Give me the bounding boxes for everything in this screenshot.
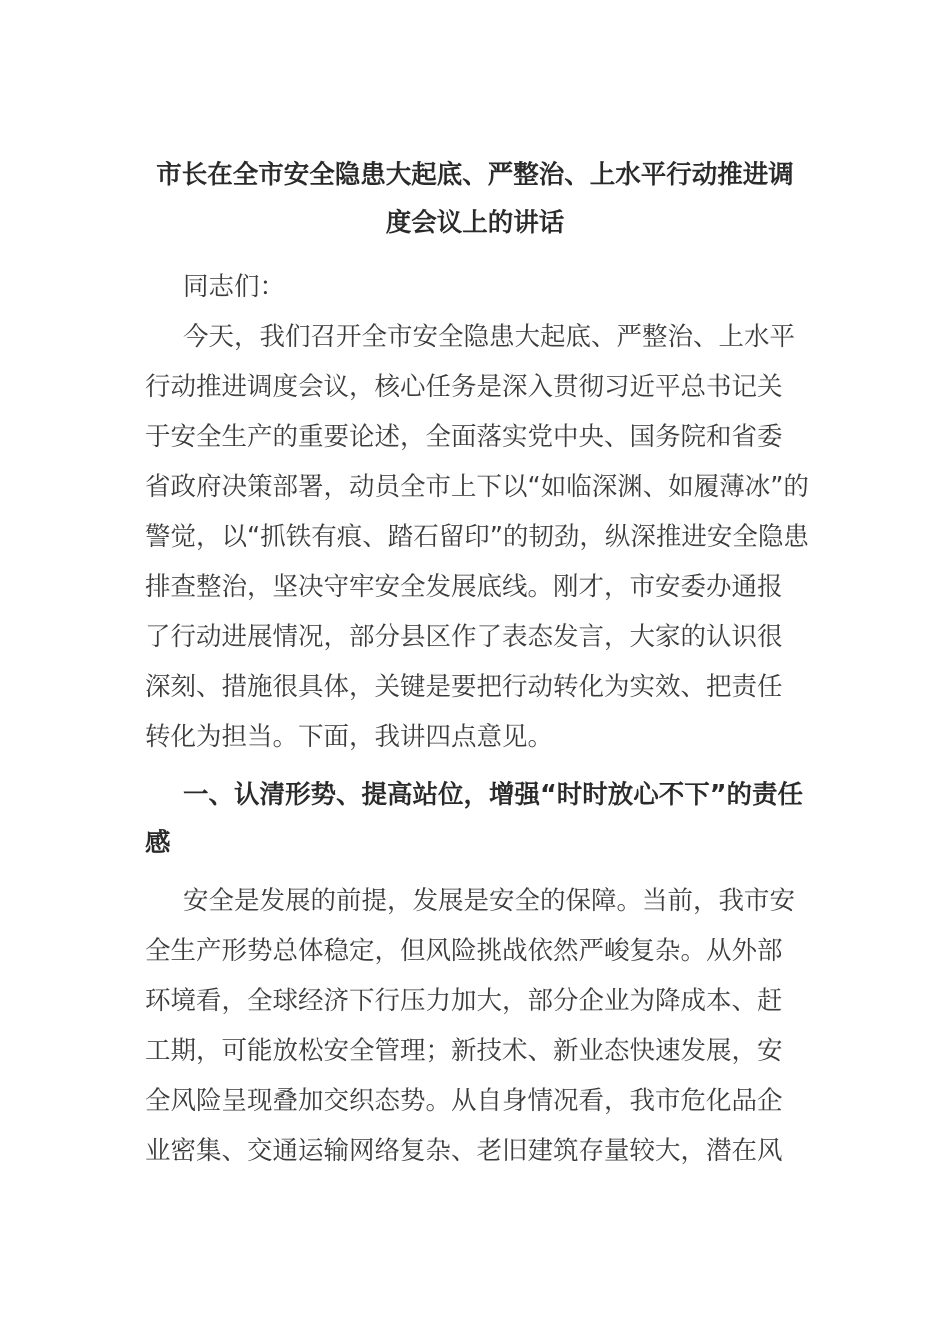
paragraph-2-line: 业密集、交通运输网络复杂、老旧建筑存量较大，潜在风 <box>145 1136 783 1166</box>
paragraph-2-line: 全风险呈现叠加交织态势。从自身情况看，我市危化品企 <box>145 1086 783 1116</box>
paragraph-1-line: 行动推进调度会议，核心任务是深入贯彻习近平总书记关 <box>145 372 783 402</box>
section-heading-1-line: 感 <box>145 828 171 858</box>
paragraph-2-line: 全生产形势总体稳定，但风险挑战依然严峻复杂。从外部 <box>145 936 783 966</box>
paragraph-1-line: 今天，我们召开全市安全隐患大起底、严整治、上水平 <box>183 322 796 352</box>
section-heading-1-line: 一、认清形势、提高站位，增强“时时放心不下”的责任 <box>183 780 804 810</box>
paragraph-1-line: 省政府决策部署，动员全市上下以“如临深渊、如履薄冰”的 <box>145 472 809 502</box>
paragraph-1-line: 了行动进展情况，部分县区作了表态发言，大家的认识很 <box>145 622 783 652</box>
document-title-line-2: 度会议上的讲话 <box>385 208 565 238</box>
paragraph-2-line: 环境看，全球经济下行压力加大，部分企业为降成本、赶 <box>145 986 783 1016</box>
paragraph-1-line: 深刻、措施很具体，关键是要把行动转化为实效、把责任 <box>145 672 783 702</box>
document-title-line-1: 市长在全市安全隐患大起底、严整治、上水平行动推进调 <box>156 160 794 190</box>
paragraph-1-line: 于安全生产的重要论述，全面落实党中央、国务院和省委 <box>145 422 783 452</box>
paragraph-2-line: 安全是发展的前提，发展是安全的保障。当前，我市安 <box>183 886 796 916</box>
paragraph-1-line: 警觉，以“抓铁有痕、踏石留印”的韧劲，纵深推进安全隐患 <box>145 522 809 552</box>
salutation: 同志们： <box>183 272 286 302</box>
paragraph-1-line: 排查整治，坚决守牢安全发展底线。刚才，市安委办通报 <box>145 572 783 602</box>
paragraph-1-line: 转化为担当。下面，我讲四点意见。 <box>145 722 554 752</box>
paragraph-2-line: 工期，可能放松安全管理；新技术、新业态快速发展，安 <box>145 1036 783 1066</box>
